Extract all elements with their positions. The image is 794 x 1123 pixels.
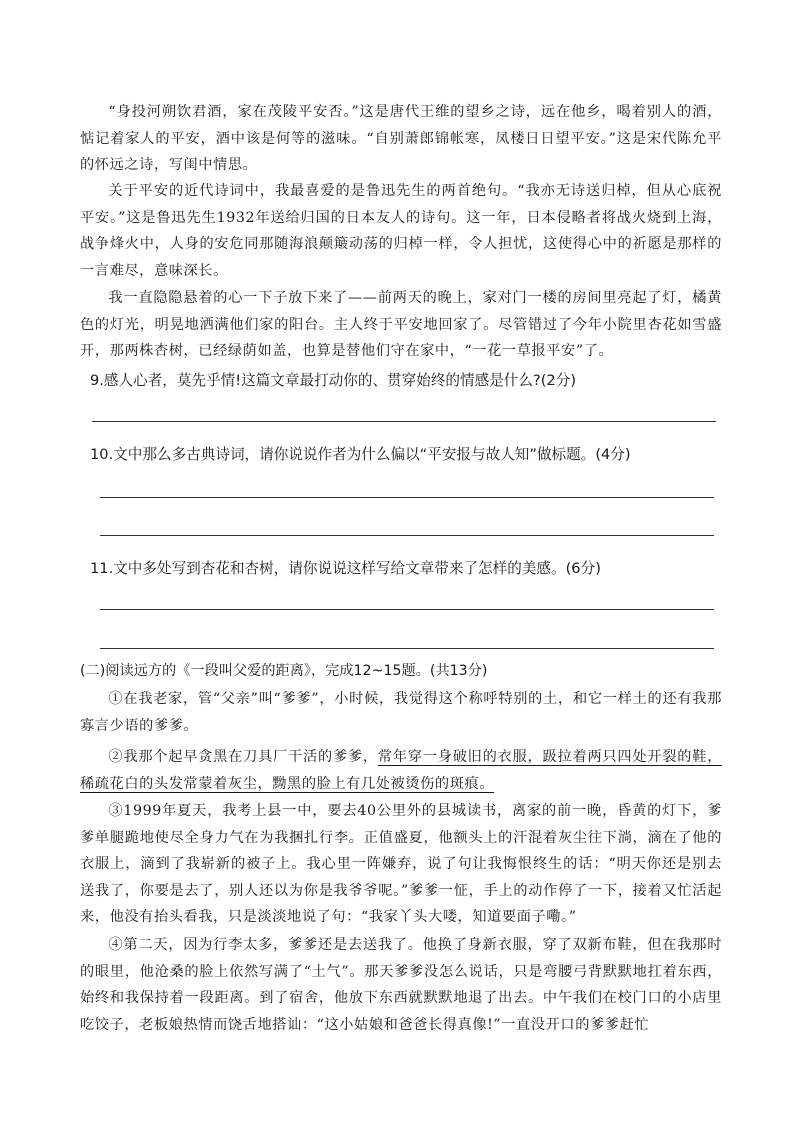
question-9: 9.感人心者，莫先乎情!这篇文章最打动你的、贯穿始终的情感是什么?(2分) bbox=[90, 372, 577, 389]
underlined-sentence: 常年穿一身破旧的衣服，趿拉着两只四处开裂的鞋，稀疏花白的头发常蒙着灰尘，黝黑的脸上有几处被烫伤的斑痕。 bbox=[80, 749, 722, 792]
passage-paragraph-3: 我一直隐隐悬着的心一下子放下来了——前两天的晚上，家对门一楼的房间里亮起了灯，橘黄色的灯光，明晃地洒满他们家的阳台。主人终于平安地回家了。尽管错过了今年小院里杏花如雪盛开，那两株杏树，已经绿荫如盖，也算是替他们守在家中，“一花一草报平安”了。 bbox=[80, 290, 722, 359]
section-two-heading: (二)阅读远方的《一段叫父爱的距离》，完成12~15题。(共13分) bbox=[80, 663, 488, 679]
answer-line[interactable] bbox=[100, 609, 714, 610]
passage-paragraph-1: “身投河朔饮君酒，家在茂陵平安否。”这是唐代王维的望乡之诗，远在他乡，喝着别人的酒，惦记着家人的平安，酒中该是何等的滋味。“自别萧郎锦帐寒，凤楼日日望平安。”这是宋代陈允平的怀远之诗，写闺中情思。 bbox=[80, 104, 722, 173]
paragraph-2-lead: ②我那个起早贪黑在刀具厂干活的爹爹， bbox=[108, 749, 378, 765]
answer-line[interactable] bbox=[100, 648, 714, 649]
answer-line[interactable] bbox=[100, 497, 714, 498]
section-two-paragraph-2 bbox=[80, 744, 722, 797]
question-11: 11.文中多处写到杏花和杏树，请你说说这样写给文章带来了怎样的美感。(6分) bbox=[90, 560, 601, 577]
section-two-paragraph-1: ①在我老家，管“父亲”叫“爹爹”，小时候，我觉得这个称呼特别的土，和它一样土的还有我那寡言少语的爹爹。 bbox=[80, 691, 722, 734]
section-two-paragraph-4: ④第二天，因为行李太多，爹爹还是去送我了。他换了身新衣服，穿了双新布鞋，但在我那时的眼里，他沧桑的脸上依然写满了“土气”。那天爹爹没怎么说话，只是弯腰弓背默默地扛着东西，始终和我保持着一段距离。到了宿舍，他放下东西就默默地退了出去。中午我们在校门口的小店里吃饺子，老板娘热情而饶舌地搭讪：“这小姑娘和爸爸长得真像!”一直没开口的爹爹赶忙 bbox=[80, 937, 722, 1033]
question-10: 10.文中那么多古典诗词，请你说说作者为什么偏以“平安报与故人知”做标题。(4分) bbox=[90, 446, 631, 463]
answer-line[interactable] bbox=[92, 421, 716, 422]
passage-paragraph-2: 关于平安的近代诗词中，我最喜爱的是鲁迅先生的两首绝句。“我亦无诗送归棹，但从心底祝平安。”这是鲁迅先生1932年送给归国的日本友人的诗句。这一年，日本侵略者将战火烧到上海，战争烽火中，人身的安危同那随海浪颠簸动荡的归棹一样，令人担忧，这使得心中的祈愿是那样的一言难尽，意味深长。 bbox=[80, 183, 722, 279]
section-two-paragraph-3: ③1999年夏天，我考上县一中，要去40公里外的县城读书，离家的前一晚，昏黄的灯下，爹爹单腿跪地使尽全身力气在为我捆扎行李。正值盛夏，他额头上的汗混着灰尘往下淌，滴在了他的衣服上，滴到了我崭新的被子上。我心里一阵嫌弃，说了句让我悔恨终生的话：“明天你还是别去送我了，你要是去了，别人还以为你是我爷爷呢。”爹爹一怔，手上的动作停了一下，接着又忙活起来，他没有抬头看我，只是淡淡地说了句：“我家丫头大喽，知道要面子嘞。” bbox=[80, 803, 722, 925]
answer-line[interactable] bbox=[100, 535, 714, 536]
